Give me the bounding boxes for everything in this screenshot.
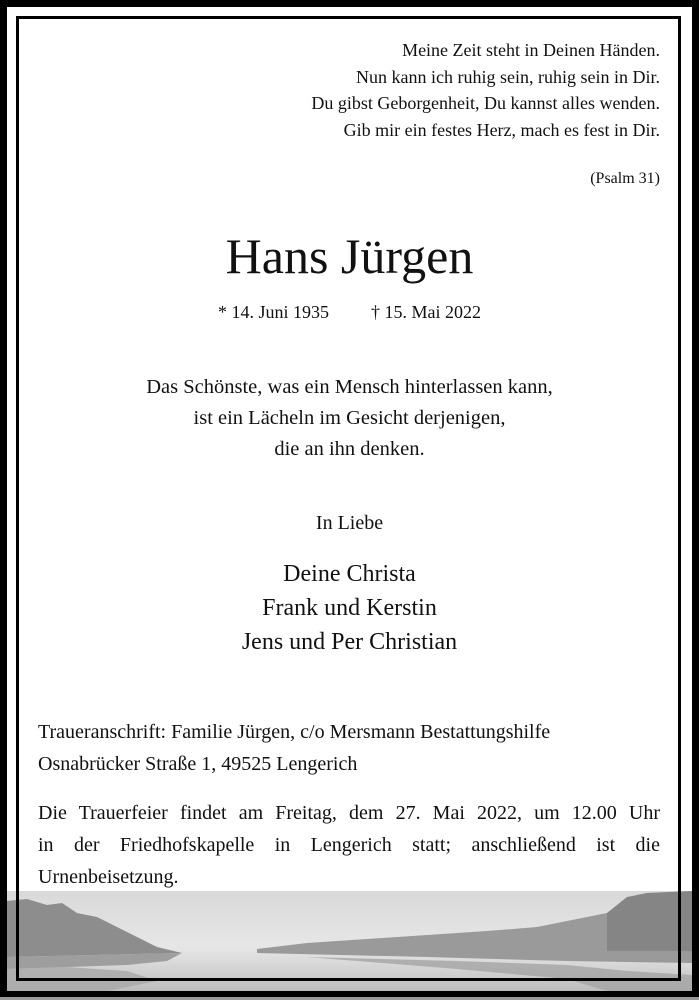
- psalm-reference: (Psalm 31): [590, 170, 660, 187]
- death-date: † 15. Mai 2022: [371, 302, 481, 322]
- mourning-address: [38, 716, 550, 780]
- misty-lake-landscape-image: [7, 891, 692, 991]
- psalm-line: Du gibst Geborgenheit, Du kannst alles wenden.: [311, 93, 660, 113]
- address-line: Osnabrücker Straße 1, 49525 Lengerich: [38, 753, 358, 775]
- memorial-quote: [7, 372, 692, 465]
- deceased-name: Hans Jürgen: [225, 228, 474, 284]
- mourner-name: Deine Christa: [283, 561, 416, 587]
- ceremony-line: Urnenbeisetzung.: [38, 866, 179, 888]
- ceremony-line: in der Friedhofskapelle in Lengerich statt; anschließend ist die: [38, 834, 660, 856]
- quote-line: die an ihn denken.: [274, 438, 425, 460]
- psalm-line: Gib mir ein festes Herz, mach es fest in Dir.: [343, 119, 660, 140]
- mourner-name: Frank und Kerstin: [262, 595, 437, 621]
- psalm-line: Meine Zeit steht in Deinen Händen.: [402, 40, 660, 60]
- quote-line: Das Schönste, was ein Mensch hinterlassen kann,: [146, 376, 553, 398]
- psalm-verse: [311, 37, 660, 143]
- birth-date: * 14. Juni 1935: [217, 302, 329, 322]
- mourner-name: Jens und Per Christian: [241, 629, 458, 655]
- life-dates: [7, 302, 692, 323]
- psalm-line: Nun kann ich ruhig sein, ruhig sein in Dir.: [356, 66, 660, 87]
- obituary-card: [7, 7, 692, 991]
- mourners-list: [7, 557, 692, 659]
- address-line: Traueranschrift: Familie Jürgen, c/o Mersmann Bestattungshilfe: [38, 721, 551, 743]
- quote-line: ist ein Lächeln im Gesicht derjenigen,: [193, 407, 506, 429]
- ceremony-line: Die Trauerfeier findet am Freitag, dem 27. Mai 2022, um 12.00 Uhr: [38, 802, 660, 824]
- mourners-intro: In Liebe: [315, 512, 384, 534]
- funeral-ceremony-info: [38, 797, 660, 893]
